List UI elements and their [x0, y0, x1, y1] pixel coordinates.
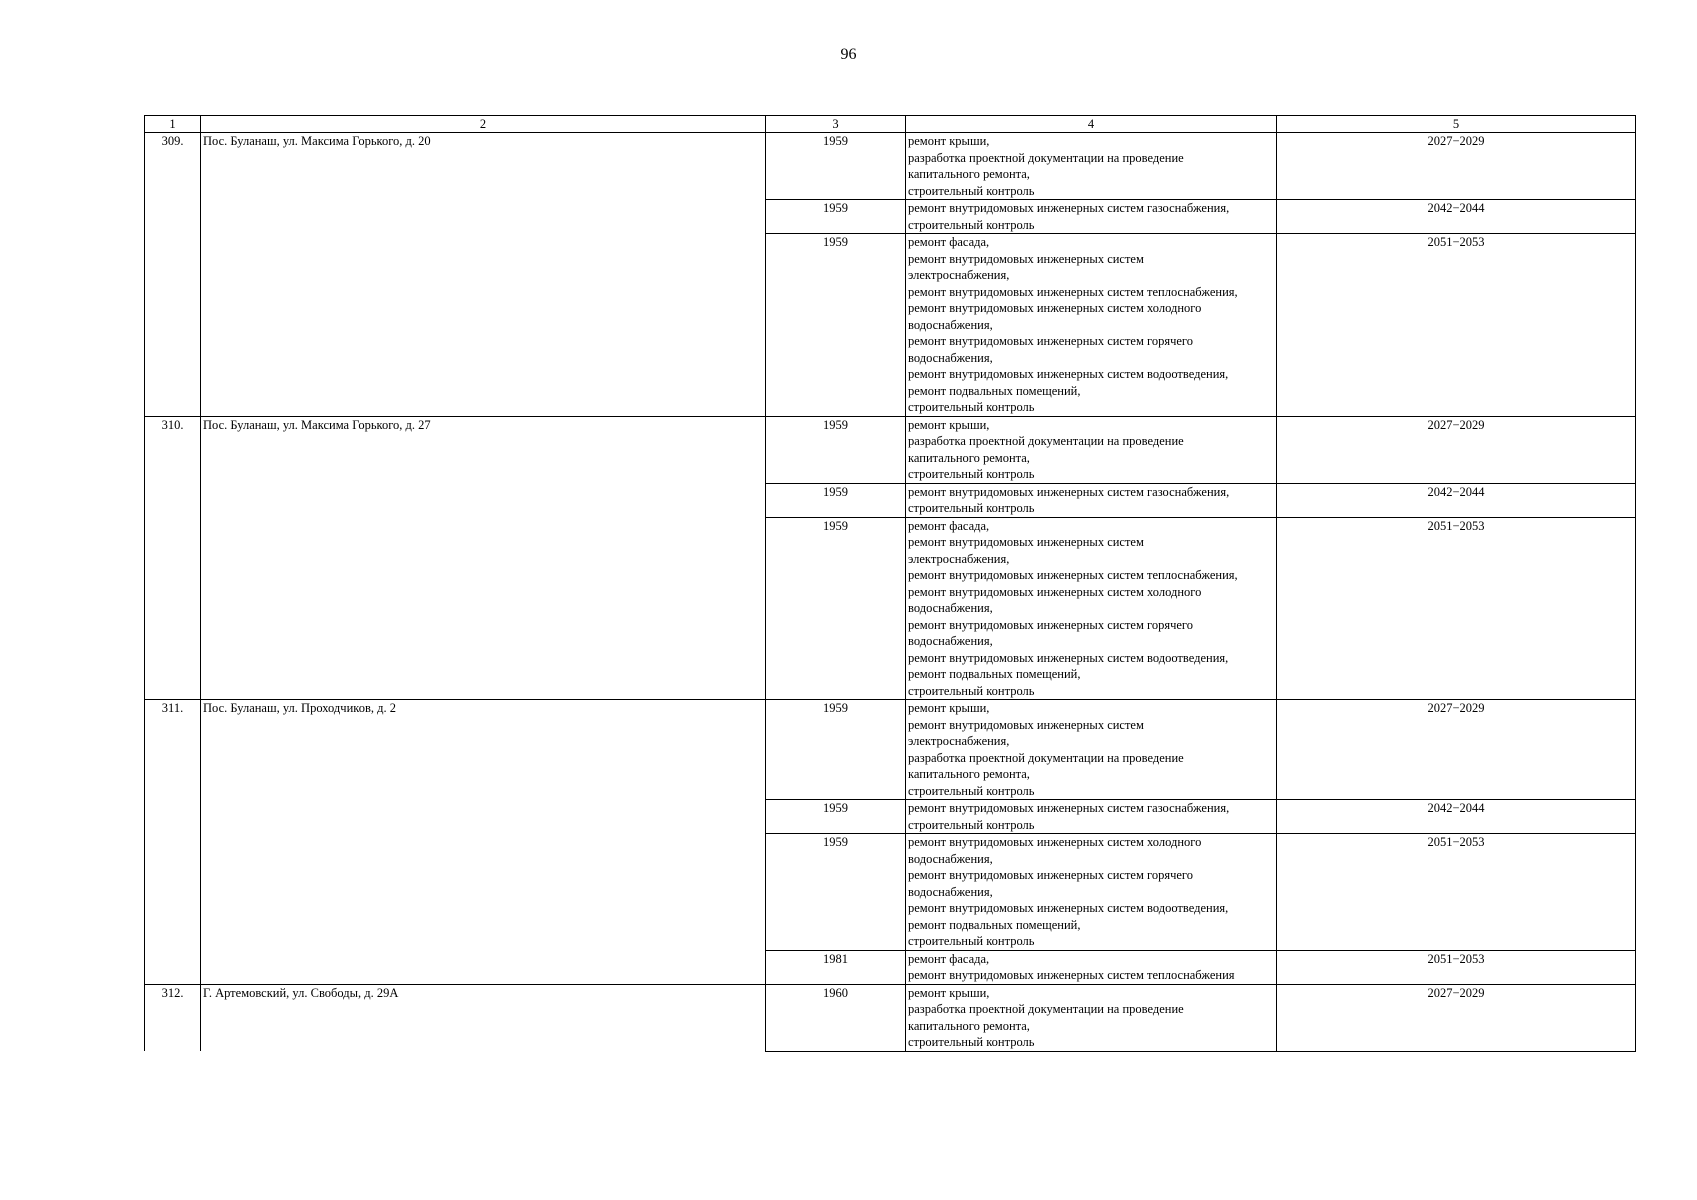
row-number: 310.: [145, 416, 201, 700]
period-cell: 2042−2044: [1277, 800, 1636, 834]
works-cell: ремонт внутридомовых инженерных систем газоснабжения, строительный контроль: [906, 200, 1277, 234]
year-cell: 1959: [766, 133, 906, 200]
works-cell: ремонт фасада, ремонт внутридомовых инженерных систем теплоснабжения: [906, 950, 1277, 984]
works-cell: ремонт фасада, ремонт внутридомовых инженерных систем электроснабжения, ремонт внутридомовых инженерных систем теплоснабжения, ремонт внутридомовых инженерных систем холодного водоснабжения, ремонт внутридомовых инженерных систем горячего водоснабжения, ремонт внутридомовых инженерных систем водоотведения, ремонт подвальных помещений, строительный контроль: [906, 234, 1277, 417]
year-cell: 1959: [766, 700, 906, 800]
year-cell: 1959: [766, 234, 906, 417]
period-cell: 2051−2053: [1277, 950, 1636, 984]
table-row: [145, 416, 1636, 483]
works-cell: ремонт крыши, разработка проектной документации на проведение капитального ремонта, строительный контроль: [906, 984, 1277, 1051]
table-row: [145, 984, 1636, 1051]
column-header: 2: [201, 116, 766, 133]
year-cell: 1960: [766, 984, 906, 1051]
works-cell: ремонт крыши, ремонт внутридомовых инженерных систем электроснабжения, разработка проектной документации на проведение капитального ремонта, строительный контроль: [906, 700, 1277, 800]
year-cell: 1959: [766, 416, 906, 483]
period-cell: 2042−2044: [1277, 483, 1636, 517]
column-number-row: [145, 116, 1636, 133]
column-header: 5: [1277, 116, 1636, 133]
works-cell: ремонт крыши, разработка проектной документации на проведение капитального ремонта, строительный контроль: [906, 133, 1277, 200]
year-cell: 1959: [766, 800, 906, 834]
works-cell: ремонт фасада, ремонт внутридомовых инженерных систем электроснабжения, ремонт внутридомовых инженерных систем теплоснабжения, ремонт внутридомовых инженерных систем холодного водоснабжения, ремонт внутридомовых инженерных систем горячего водоснабжения, ремонт внутридомовых инженерных систем водоотведения, ремонт подвальных помещений, строительный контроль: [906, 517, 1277, 700]
period-cell: 2051−2053: [1277, 834, 1636, 951]
row-number: 309.: [145, 133, 201, 417]
table-row: [145, 700, 1636, 800]
year-cell: 1959: [766, 517, 906, 700]
period-cell: 2051−2053: [1277, 234, 1636, 417]
works-cell: ремонт крыши, разработка проектной документации на проведение капитального ремонта, строительный контроль: [906, 416, 1277, 483]
column-header: 4: [906, 116, 1277, 133]
period-cell: 2027−2029: [1277, 133, 1636, 200]
address-cell: Пос. Буланаш, ул. Максима Горького, д. 20: [201, 133, 766, 417]
year-cell: 1959: [766, 834, 906, 951]
period-cell: 2042−2044: [1277, 200, 1636, 234]
capital-repair-table: [144, 115, 1636, 1052]
address-cell: Пос. Буланаш, ул. Проходчиков, д. 2: [201, 700, 766, 985]
works-cell: ремонт внутридомовых инженерных систем холодного водоснабжения, ремонт внутридомовых инженерных систем горячего водоснабжения, ремонт внутридомовых инженерных систем водоотведения, ремонт подвальных помещений, строительный контроль: [906, 834, 1277, 951]
works-cell: ремонт внутридомовых инженерных систем газоснабжения, строительный контроль: [906, 800, 1277, 834]
works-cell: ремонт внутридомовых инженерных систем газоснабжения, строительный контроль: [906, 483, 1277, 517]
period-cell: 2051−2053: [1277, 517, 1636, 700]
row-number: 311.: [145, 700, 201, 985]
table-row: [145, 133, 1636, 200]
column-header: 3: [766, 116, 906, 133]
period-cell: 2027−2029: [1277, 416, 1636, 483]
period-cell: 2027−2029: [1277, 700, 1636, 800]
row-number: 312.: [145, 984, 201, 1051]
period-cell: 2027−2029: [1277, 984, 1636, 1051]
address-cell: Г. Артемовский, ул. Свободы, д. 29А: [201, 984, 766, 1051]
year-cell: 1981: [766, 950, 906, 984]
address-cell: Пос. Буланаш, ул. Максима Горького, д. 27: [201, 416, 766, 700]
column-header: 1: [145, 116, 201, 133]
year-cell: 1959: [766, 483, 906, 517]
year-cell: 1959: [766, 200, 906, 234]
page-number: 96: [840, 46, 857, 63]
